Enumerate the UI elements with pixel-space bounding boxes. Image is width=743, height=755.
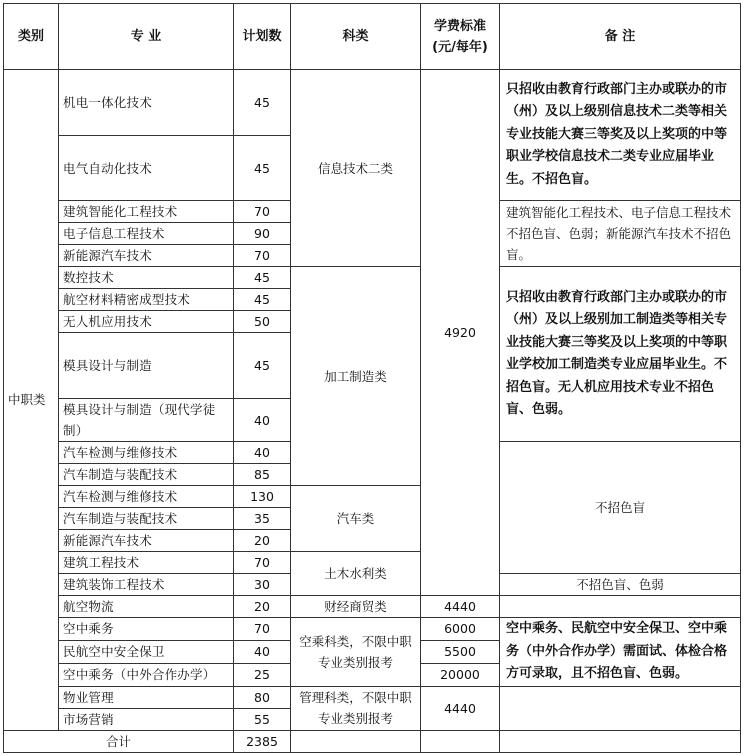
plan-cell: 70 <box>234 245 291 267</box>
plan-cell: 90 <box>234 223 291 245</box>
major-cell: 汽车检测与维修技术 <box>59 486 234 508</box>
total-empty <box>291 730 421 752</box>
major-cell: 物业管理 <box>59 686 234 708</box>
plan-cell: 25 <box>234 663 291 686</box>
plan-cell: 130 <box>234 486 291 508</box>
plan-cell: 30 <box>234 574 291 596</box>
table-row <box>4 618 741 641</box>
remarks-cell-empty <box>500 596 741 618</box>
remarks-cell: 只招收由教育行政部门主办或联办的市（州）及以上级别信息技术二类等相关专业技能大赛三等奖及以上奖项的中等职业学校信息技术二类专业应届毕业生。不招色盲。 <box>500 70 741 201</box>
subject-cell: 加工制造类 <box>291 267 421 486</box>
major-cell: 民航空中安全保卫 <box>59 640 234 663</box>
plan-cell: 45 <box>234 267 291 289</box>
plan-cell: 70 <box>234 618 291 641</box>
major-cell: 数控技术 <box>59 267 234 289</box>
major-cell: 汽车检测与维修技术 <box>59 442 234 464</box>
subject-cell: 土木水利类 <box>291 552 421 596</box>
plan-cell: 50 <box>234 311 291 333</box>
header-fee: 学费标准(元/每年) <box>421 4 500 70</box>
remarks-cell: 只招收由教育行政部门主办或联办的市（州）及以上级别加工制造类等相关专业技能大赛三等奖及以上奖项的中等职业学校加工制造类专业应届毕业生。不招色盲。无人机应用技术专业不招色盲、色弱。 <box>500 267 741 442</box>
subject-cell: 信息技术二类 <box>291 70 421 267</box>
major-cell: 无人机应用技术 <box>59 311 234 333</box>
total-row <box>4 730 741 752</box>
plan-cell: 85 <box>234 464 291 486</box>
header-plan: 计划数 <box>234 4 291 70</box>
category-cell: 中职类 <box>4 70 59 731</box>
subject-cell: 财经商贸类 <box>291 596 421 618</box>
plan-cell: 45 <box>234 70 291 136</box>
header-row <box>4 4 741 70</box>
fee-cell: 5500 <box>421 640 500 663</box>
major-cell: 电气自动化技术 <box>59 136 234 201</box>
major-cell: 汽车制造与装配技术 <box>59 508 234 530</box>
subject-cell: 空乘科类，不限中职专业类别报考 <box>291 618 421 687</box>
plan-cell: 70 <box>234 201 291 223</box>
total-label: 合计 <box>4 730 234 752</box>
plan-cell: 40 <box>234 399 291 442</box>
fee-cell: 4440 <box>421 686 500 730</box>
enrollment-plan-table <box>3 3 741 753</box>
plan-cell: 80 <box>234 686 291 708</box>
major-cell: 电子信息工程技术 <box>59 223 234 245</box>
remarks-cell: 不招色盲 <box>500 442 741 574</box>
header-major: 专 业 <box>59 4 234 70</box>
major-cell: 建筑智能化工程技术 <box>59 201 234 223</box>
table-row <box>4 267 741 289</box>
major-cell: 空中乘务 <box>59 618 234 641</box>
table-row <box>4 686 741 708</box>
header-subject: 科类 <box>291 4 421 70</box>
major-cell: 建筑装饰工程技术 <box>59 574 234 596</box>
remarks-cell-empty <box>500 686 741 730</box>
total-empty <box>500 730 741 752</box>
total-empty <box>421 730 500 752</box>
table-row <box>4 596 741 618</box>
header-category: 类别 <box>4 4 59 70</box>
plan-cell: 35 <box>234 508 291 530</box>
major-cell: 新能源汽车技术 <box>59 530 234 552</box>
major-cell: 航空物流 <box>59 596 234 618</box>
major-cell: 机电一体化技术 <box>59 70 234 136</box>
plan-cell: 70 <box>234 552 291 574</box>
major-cell: 模具设计与制造（现代学徒制） <box>59 399 234 442</box>
major-cell: 航空材料精密成型技术 <box>59 289 234 311</box>
fee-cell: 4920 <box>421 70 500 596</box>
fee-cell: 4440 <box>421 596 500 618</box>
table-row <box>4 70 741 136</box>
subject-cell: 汽车类 <box>291 486 421 552</box>
plan-cell: 40 <box>234 640 291 663</box>
major-cell: 模具设计与制造 <box>59 333 234 399</box>
plan-cell: 45 <box>234 136 291 201</box>
major-cell: 新能源汽车技术 <box>59 245 234 267</box>
major-cell: 建筑工程技术 <box>59 552 234 574</box>
major-cell: 空中乘务（中外合作办学） <box>59 663 234 686</box>
remarks-cell: 不招色盲、色弱 <box>500 574 741 596</box>
remarks-cell: 建筑智能化工程技术、电子信息工程技术不招色盲、色弱；新能源汽车技术不招色盲。 <box>500 201 741 267</box>
subject-cell: 管理科类，不限中职专业类别报考 <box>291 686 421 730</box>
plan-cell: 20 <box>234 530 291 552</box>
remarks-cell: 空中乘务、民航空中安全保卫、空中乘务（中外合作办学）需面试、体检合格方可录取，且不招色盲、色弱。 <box>500 618 741 687</box>
plan-cell: 55 <box>234 708 291 730</box>
fee-cell: 20000 <box>421 663 500 686</box>
major-cell: 市场营销 <box>59 708 234 730</box>
plan-cell: 20 <box>234 596 291 618</box>
total-value: 2385 <box>234 730 291 752</box>
plan-cell: 40 <box>234 442 291 464</box>
plan-cell: 45 <box>234 333 291 399</box>
plan-cell: 45 <box>234 289 291 311</box>
fee-cell: 6000 <box>421 618 500 641</box>
major-cell: 汽车制造与装配技术 <box>59 464 234 486</box>
header-remarks: 备 注 <box>500 4 741 70</box>
